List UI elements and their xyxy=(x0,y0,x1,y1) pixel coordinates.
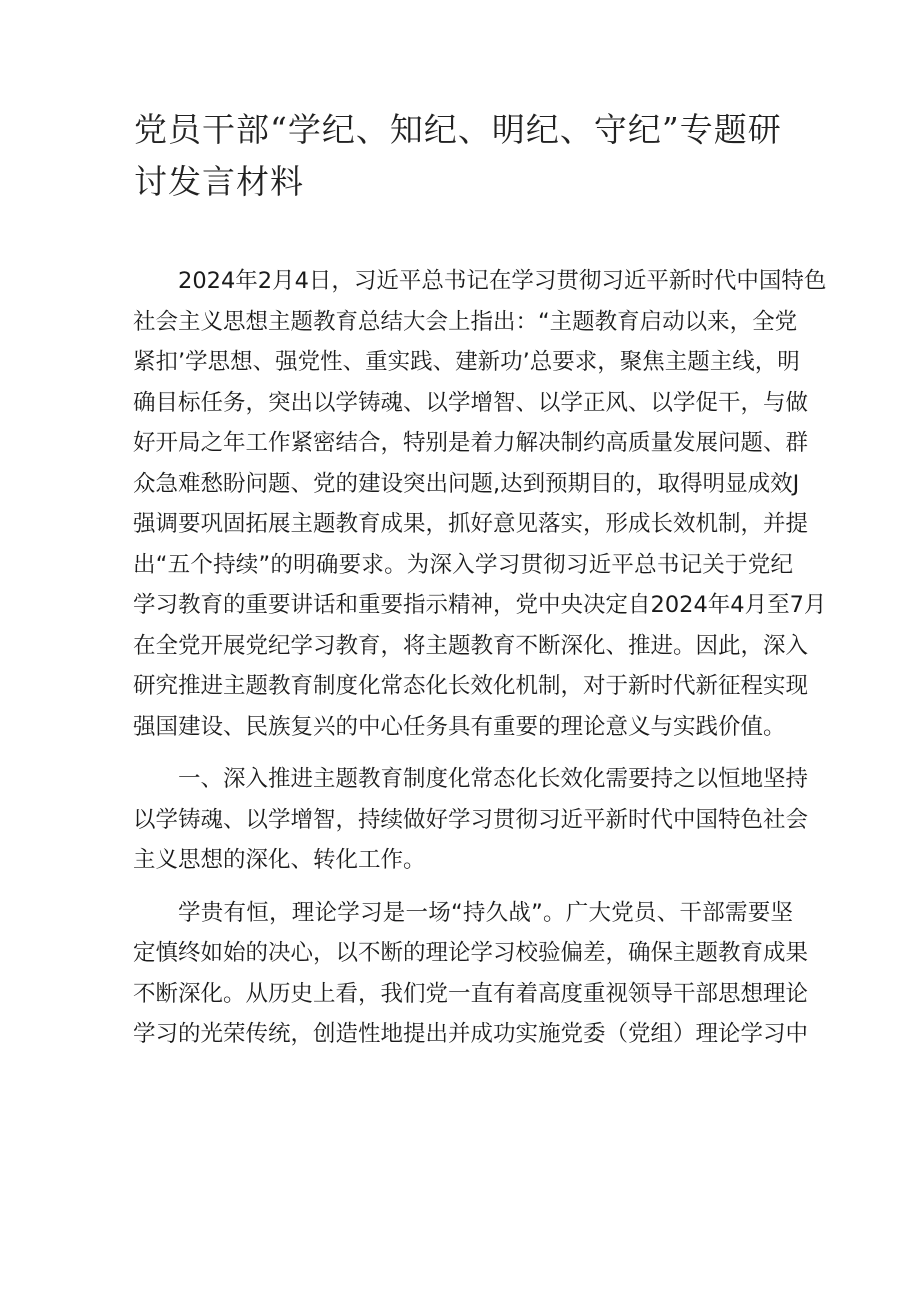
text-line: 以学铸魂、以学增智，持续做好学习贯彻习近平新时代中国特色社会 xyxy=(133,806,809,833)
text-line: 不断深化。从历史上看，我们党一直有着高度重视领导干部思想理论 xyxy=(133,980,809,1007)
text-line: 社会主义思想主题教育总结大会上指出：“主题教育启动以来，全党 xyxy=(133,308,798,335)
title-line: 党员干部“学纪、知纪、明纪、守纪”专题研 xyxy=(134,110,782,149)
text-line: 好开局之年工作紧密结合，特别是着力解决制约高质量发展问题、群 xyxy=(133,430,809,456)
text-line: 研究推进主题教育制度化常态化长效化机制，对于新时代新征程实现 xyxy=(133,673,809,699)
document-body xyxy=(133,261,827,1055)
text-line: 强国建设、民族复兴的中心任务具有重要的理论意义与实践价值。 xyxy=(133,713,786,740)
text-line: 主义思想的深化、转化工作。 xyxy=(133,847,426,873)
text-line: 学习的光荣传统，创造性地提出并成功实施党委（党组）理论学习中 xyxy=(133,1021,809,1047)
text-line: 众急难愁盼问题、党的建设突出问题,达到预期目的，取得明显成效J xyxy=(133,470,800,497)
paragraph-section-heading xyxy=(133,759,809,881)
text-line: 强调要巩固拓展主题教育成果，抓好意见落实，形成长效机制，并提 xyxy=(133,511,809,537)
document-title xyxy=(134,104,794,208)
paragraph-intro xyxy=(133,261,827,747)
text-line: 出“五个持续”的明确要求。为深入学习贯彻习近平总书记关于党纪 xyxy=(133,551,793,578)
text-line: 确目标任务，突出以学铸魂、以学增智、以学正风、以学促干，与做 xyxy=(133,389,809,416)
text-line: 定慎终如始的决心，以不断的理论学习校验偏差，确保主题教育成果 xyxy=(133,940,809,966)
paragraph-body xyxy=(133,893,809,1055)
text-line: 学习教育的重要讲话和重要指示精神，党中央决定自2024年4月至7月 xyxy=(133,592,827,618)
text-line: 一、深入推进主题教育制度化常态化长效化需要持之以恒地坚持 xyxy=(178,766,809,792)
text-line: 学贵有恒，理论学习是一场“持久战”。广大党员、干部需要坚 xyxy=(178,899,793,926)
text-line: 在全党开展党纪学习教育，将主题教育不断深化、推进。因此，深入 xyxy=(133,632,809,659)
title-line: 讨发言材料 xyxy=(134,162,304,201)
text-line: 紧扣’学思想、强党性、重实践、建新功’总要求，聚焦主题主线，明 xyxy=(133,349,800,375)
text-line: 2024年2月4日，习近平总书记在学习贯彻习近平新时代中国特色 xyxy=(178,268,827,294)
